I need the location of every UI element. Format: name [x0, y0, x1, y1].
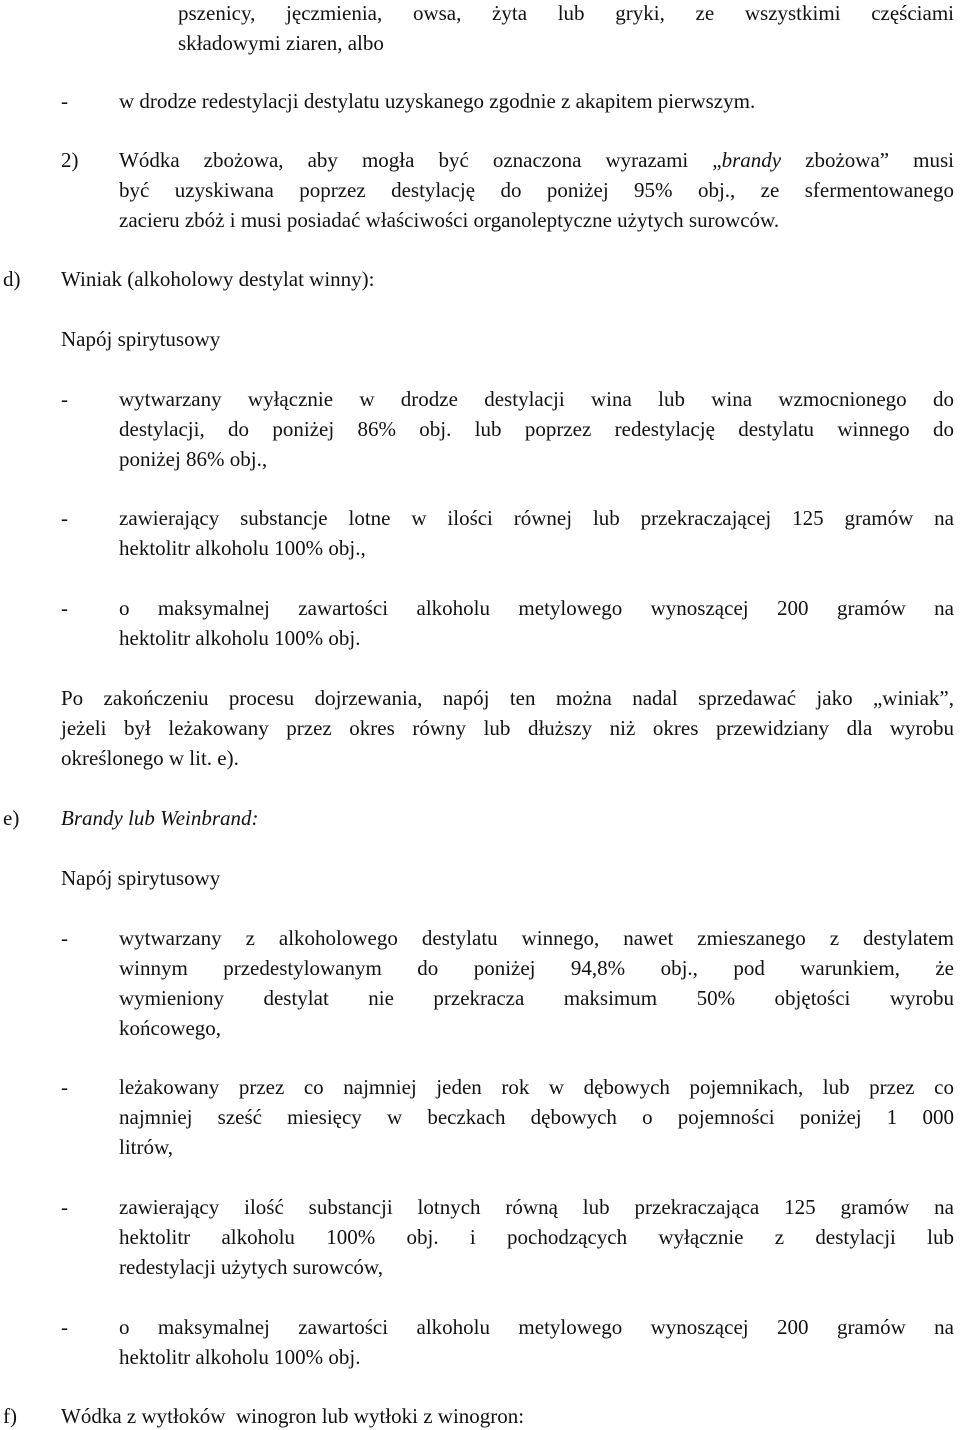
- section-e-subheading: Napój spirytusowy: [61, 866, 221, 890]
- d-item3-line-1: o maksymalnej zawartości alkoholu metylowego wynoszącej 200 gramów na: [119, 596, 954, 620]
- e-item2-line-1: leżakowany przez co najmniej jeden rok w dębowych pojemnikach, lub przez co: [119, 1075, 954, 1099]
- d-item1-line-3: poniżej 86% obj.,: [119, 447, 268, 471]
- e-item1-line-1: wytwarzany z alkoholowego destylatu winnego, nawet zmieszanego z destylatem: [119, 926, 954, 950]
- point-2-line-3: zacieru zbóż i musi posiadać właściwości organoleptyczne użytych surowców.: [119, 208, 780, 232]
- section-d-subheading: Napój spirytusowy: [61, 327, 221, 351]
- section-d-marker: d): [3, 267, 21, 291]
- d-para-line-2: jeżeli był leżakowany przez okres równy lub dłuższy niż okres przewidziany dla wyrobu: [61, 716, 954, 740]
- section-e-marker: e): [3, 806, 20, 830]
- e-item3-line-1: zawierający ilość substancji lotnych równą lub przekraczająca 125 gramów na: [119, 1195, 954, 1219]
- e-item1-line-4: końcowego,: [119, 1016, 222, 1040]
- dash-marker: -: [61, 1075, 68, 1099]
- e-item4-line-2: hektolitr alkoholu 100% obj.: [119, 1345, 361, 1369]
- e-item1-line-2: winnym przedestylowanym do poniżej 94,8% obj., pod warunkiem, że: [119, 956, 954, 980]
- dash-marker: -: [61, 387, 68, 411]
- e-item2-line-3: litrów,: [119, 1135, 174, 1159]
- dash-marker: -: [61, 596, 68, 620]
- dash-marker: -: [61, 1195, 68, 1219]
- d-item2-line-1: zawierający substancje lotne w ilości równej lub przekraczającej 125 gramów na: [119, 506, 954, 530]
- d-item3-line-2: hektolitr alkoholu 100% obj.: [119, 626, 361, 650]
- dash-marker: -: [61, 506, 68, 530]
- d-para-line-3: określonego w lit. e).: [61, 746, 239, 770]
- point-2-line-2: być uzyskiwana poprzez destylację do poniżej 95% obj., ze sfermentowanego: [119, 178, 954, 202]
- dash-marker: -: [61, 89, 68, 113]
- italic-brandy: brandy: [721, 148, 782, 172]
- top-line-2: składowymi ziaren, albo: [178, 31, 384, 55]
- section-f-heading: Wódka z wytłoków winogron lub wytłoki z winogron:: [61, 1404, 525, 1428]
- dash-marker: -: [61, 926, 68, 950]
- top-line-1: pszenicy, jęczmienia, owsa, żyta lub gryki, ze wszystkimi częściami: [178, 1, 954, 25]
- point-2-line-1: Wódka zbożowa, aby mogła być oznaczona wyrazami „brandy zbożowa” musi: [119, 148, 954, 172]
- e-item3-line-2: hektolitr alkoholu 100% obj. i pochodzących wyłącznie z destylacji lub: [119, 1225, 954, 1249]
- section-e-heading: Brandy lub Weinbrand:: [61, 806, 259, 830]
- e-item2-line-2: najmniej sześć miesięcy w beczkach dębowych o pojemności poniżej 1 000: [119, 1105, 954, 1129]
- e-item4-line-1: o maksymalnej zawartości alkoholu metylowego wynoszącej 200 gramów na: [119, 1315, 954, 1339]
- point-2-marker: 2): [61, 148, 79, 172]
- d-item1-line-1: wytwarzany wyłącznie w drodze destylacji wina lub wina wzmocnionego do: [119, 387, 954, 411]
- d-item1-line-2: destylacji, do poniżej 86% obj. lub poprzez redestylację destylatu winnego do: [119, 417, 954, 441]
- section-f-marker: f): [3, 1404, 17, 1428]
- e-item1-line-3: wymieniony destylat nie przekracza maksimum 50% objętości wyrobu: [119, 986, 954, 1010]
- e-item3-line-3: redestylacji użytych surowców,: [119, 1255, 383, 1279]
- d-item2-line-2: hektolitr alkoholu 100% obj.,: [119, 536, 366, 560]
- dash-marker: -: [61, 1315, 68, 1339]
- top-dash-item: w drodze redestylacji destylatu uzyskanego zgodnie z akapitem pierwszym.: [119, 89, 756, 113]
- section-d-heading: Winiak (alkoholowy destylat winny):: [61, 267, 375, 291]
- d-para-line-1: Po zakończeniu procesu dojrzewania, napój ten można nadal sprzedawać jako „winiak”,: [61, 686, 954, 710]
